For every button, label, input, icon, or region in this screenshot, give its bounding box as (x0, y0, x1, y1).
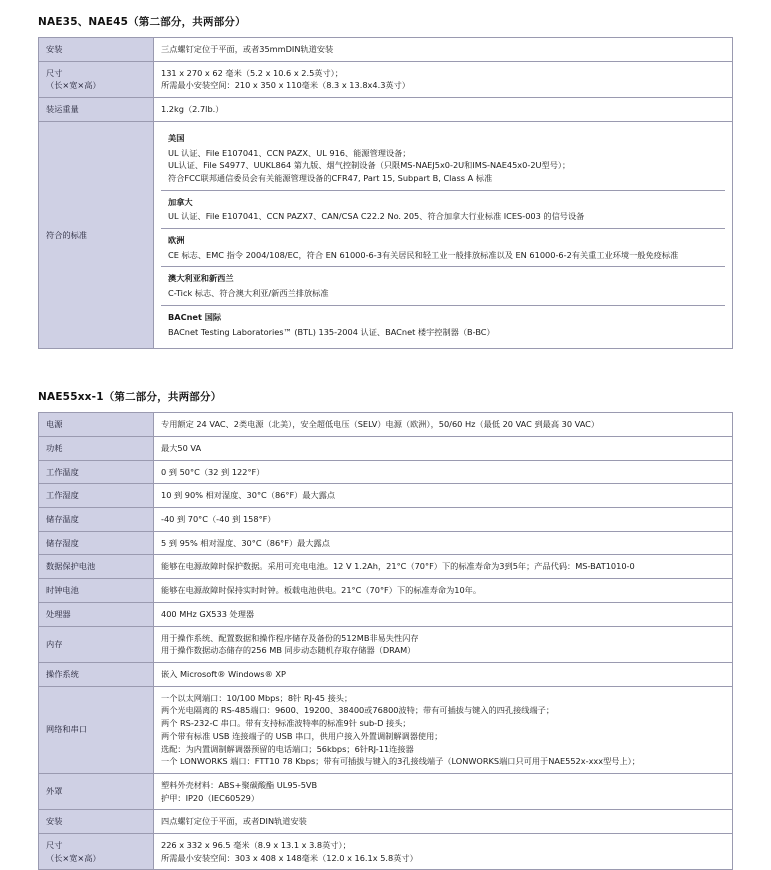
table-row (39, 662, 733, 686)
standards-group-cell (161, 305, 725, 343)
group-line: BACnet Testing Laboratories™ (BTL) 135-2004 认证、BACnet 楼宇控制器（B-BC） (168, 326, 495, 337)
row-label: 操作系统 (39, 662, 154, 686)
row-label: 时钟电池 (39, 579, 154, 603)
standards-group-cell (161, 229, 725, 267)
group-line: UL 认证、File E107041、CCN PAZX、UL 916、能源管理设备； (168, 147, 411, 158)
table-row (39, 579, 733, 603)
row-value (154, 413, 733, 437)
row-value (154, 484, 733, 508)
row-label: 外罩 (39, 773, 154, 809)
value-line: 两个 RS-232-C 串口。带有支持标准波特率的标准9针 sub-D 接头； (161, 718, 411, 729)
row-value (154, 834, 733, 870)
standards-group (161, 229, 725, 267)
value-line: 塑料外壳材料：ABS+聚碳酸酯 UL95-5VB (161, 779, 318, 790)
value-line: 一个以太网端口：10/100 Mbps；8针 RJ-45 接头； (161, 692, 353, 703)
value-line: -40 到 70°C（-40 到 158°F） (161, 514, 276, 525)
row-label: 内存 (39, 626, 154, 662)
document-page (0, 14, 771, 870)
section-gap (0, 349, 771, 375)
value-line: 0 到 50°C（32 到 122°F） (161, 466, 265, 477)
row-label: 储存湿度 (39, 531, 154, 555)
table-row (39, 686, 733, 773)
row-value (154, 61, 733, 97)
value-line: 10 到 90% 相对湿度、30°C（86°F）最大露点 (161, 490, 336, 501)
group-line: UL认证、File S4977、UUKL864 第九版、烟气控制设备（只限MS-NAEJ5x0-2U和IMS-NAE45x0-2U型号）； (168, 160, 571, 171)
row-label: 网络和串口 (39, 686, 154, 773)
row-label: 安装 (39, 38, 154, 62)
row-label: 工作湿度 (39, 484, 154, 508)
row-value (154, 662, 733, 686)
table-row (39, 834, 733, 870)
row-value (154, 602, 733, 626)
row-label (39, 61, 154, 97)
row-value (154, 810, 733, 834)
table-row (39, 810, 733, 834)
row-label: 数据保护电池 (39, 555, 154, 579)
value-line: 400 MHz GX533 处理器 (161, 608, 255, 619)
value-line: 所需最小安装空间：303 x 408 x 148毫米（12.0 x 16.1x 5.8英寸） (161, 852, 418, 863)
value-line: 226 x 332 x 96.5 毫米（8.9 x 13.1 x 3.8英寸）； (161, 840, 351, 851)
section-nae55xx-1 (0, 389, 771, 870)
row-label-line: 尺寸 (46, 67, 63, 78)
standards-group (161, 305, 725, 343)
group-heading: 欧洲 (168, 235, 185, 246)
row-value (154, 579, 733, 603)
value-line: 用于操作系统、配置数据和操作程序储存及备份的512MB非易失性闪存 (161, 632, 419, 643)
table-row (39, 531, 733, 555)
value-line: 两个带有标准 USB 连接端子的 USB 串口，供用户接入外置调制解调器使用； (161, 730, 443, 741)
value-line: 5 到 95% 相对湿度、30°C（86°F）最大露点 (161, 537, 330, 548)
value-line: 嵌入 Microsoft® Windows® XP (161, 668, 286, 679)
group-line: 符合FCC联邦通信委员会有关能源管理设备的CFR47, Part 15, Subpart B, Class A 标准 (168, 172, 493, 183)
row-label (39, 834, 154, 870)
value-line: 所需最小安装空间：210 x 350 x 110毫米（8.3 x 13.8x4.3英寸） (161, 80, 410, 91)
row-value (154, 531, 733, 555)
spec-table-nae35 (38, 37, 733, 349)
group-line: C-Tick 标志、符合澳大利亚/新西兰排放标准 (168, 288, 329, 299)
section-title: NAE55xx-1（第二部分，共两部分） (38, 391, 222, 404)
section-title: NAE35、NAE45（第二部分，共两部分） (38, 16, 246, 28)
value-line: 三点螺钉定位于平面，或者35mmDIN轨道安装 (161, 44, 334, 54)
value-line: 131 x 270 x 62 毫米（5.2 x 10.6 x 2.5英寸）； (161, 67, 343, 78)
table-row (39, 773, 733, 809)
table-row (39, 626, 733, 662)
row-value (154, 121, 733, 348)
standards-group-cell (161, 127, 725, 190)
group-heading: BACnet 国际 (168, 311, 222, 322)
row-value (154, 773, 733, 809)
value-line: 选配：为内置调制解调器预留的电话端口；56kbps；6针RJ-11连接器 (161, 743, 414, 754)
row-label: 储存温度 (39, 508, 154, 532)
standards-group-cell (161, 190, 725, 228)
row-value (154, 98, 733, 122)
table-row (39, 484, 733, 508)
standards-group (161, 267, 725, 305)
row-label: 工作温度 (39, 460, 154, 484)
group-heading: 美国 (168, 132, 185, 143)
value-line: 最大50 VA (161, 442, 202, 453)
value-line: 两个光电隔离的 RS-485端口：9600、19200、38400或76800波特；带有可插拔与键入的四孔接线端子； (161, 705, 555, 716)
table-row (39, 436, 733, 460)
row-value (154, 38, 733, 62)
value-line: 用于操作数据动态储存的256 MB 同步动态随机存取存储器（DRAM） (161, 645, 416, 656)
value-line: 四点螺钉定位于平面，或者DIN轨道安装 (161, 816, 307, 827)
row-value (154, 508, 733, 532)
standards-group-cell (161, 267, 725, 305)
standards-subtable (161, 127, 725, 343)
table-row (39, 602, 733, 626)
value-line: 1.2kg（2.7lb.） (161, 104, 224, 115)
table-row (39, 38, 733, 62)
value-line: 一个 LONWORKS 端口：FTT10 78 Kbps；带有可插拔与键入的3孔接线端子（LONWORKS端口只可用于NAE552x-xxx型号上）； (161, 756, 640, 767)
table-row (39, 61, 733, 97)
table-row (39, 121, 733, 348)
row-label: 符合的标准 (39, 121, 154, 348)
standards-group (161, 127, 725, 190)
row-label-line: （长×宽×高） (46, 80, 101, 91)
row-value (154, 436, 733, 460)
standards-group (161, 190, 725, 228)
row-label-line: 尺寸 (46, 840, 63, 851)
value-line: 专用额定 24 VAC、2类电源（北美），安全超低电压（SELV）电源（欧洲），50/60 Hz（最低 20 VAC 到最高 30 VAC） (161, 419, 600, 430)
section-nae35-nae45 (0, 14, 771, 349)
row-label: 功耗 (39, 436, 154, 460)
table-row (39, 555, 733, 579)
spec-table-nae55 (38, 412, 733, 870)
row-label: 处理器 (39, 602, 154, 626)
row-value (154, 686, 733, 773)
row-value (154, 626, 733, 662)
table-row (39, 413, 733, 437)
row-label-line: （长×宽×高） (46, 852, 101, 863)
row-value (154, 460, 733, 484)
value-line: 能够在电源故障时保护数据。采用可充电电池。12 V 1.2Ah，21°C（70°F）下的标准寿命为3到5年；产品代码：MS-BAT1010-0 (161, 561, 635, 572)
group-heading: 加拿大 (168, 196, 193, 207)
value-line: 能够在电源故障时保持实时时钟。板载电池供电。21°C（70°F）下的标准寿命为10年。 (161, 585, 482, 596)
row-value (154, 555, 733, 579)
group-line: CE 标志、EMC 指令 2004/108/EC，符合 EN 61000-6-3有关居民和轻工业一般排放标准以及 EN 61000-6-2有关重工业环境一般免疫标准 (168, 249, 679, 260)
row-label: 装运重量 (39, 98, 154, 122)
table-row (39, 460, 733, 484)
row-label: 电源 (39, 413, 154, 437)
value-line: 护甲：IP20（IEC60529） (161, 792, 260, 803)
group-line: UL 认证、File E107041、CCN PAZX7、CAN/CSA C22.2 No. 205、符合加拿大行业标准 ICES-003 的信号设备 (168, 211, 585, 222)
row-label: 安装 (39, 810, 154, 834)
table-row (39, 508, 733, 532)
group-heading: 澳大利亚和新西兰 (168, 273, 234, 284)
table-row (39, 98, 733, 122)
